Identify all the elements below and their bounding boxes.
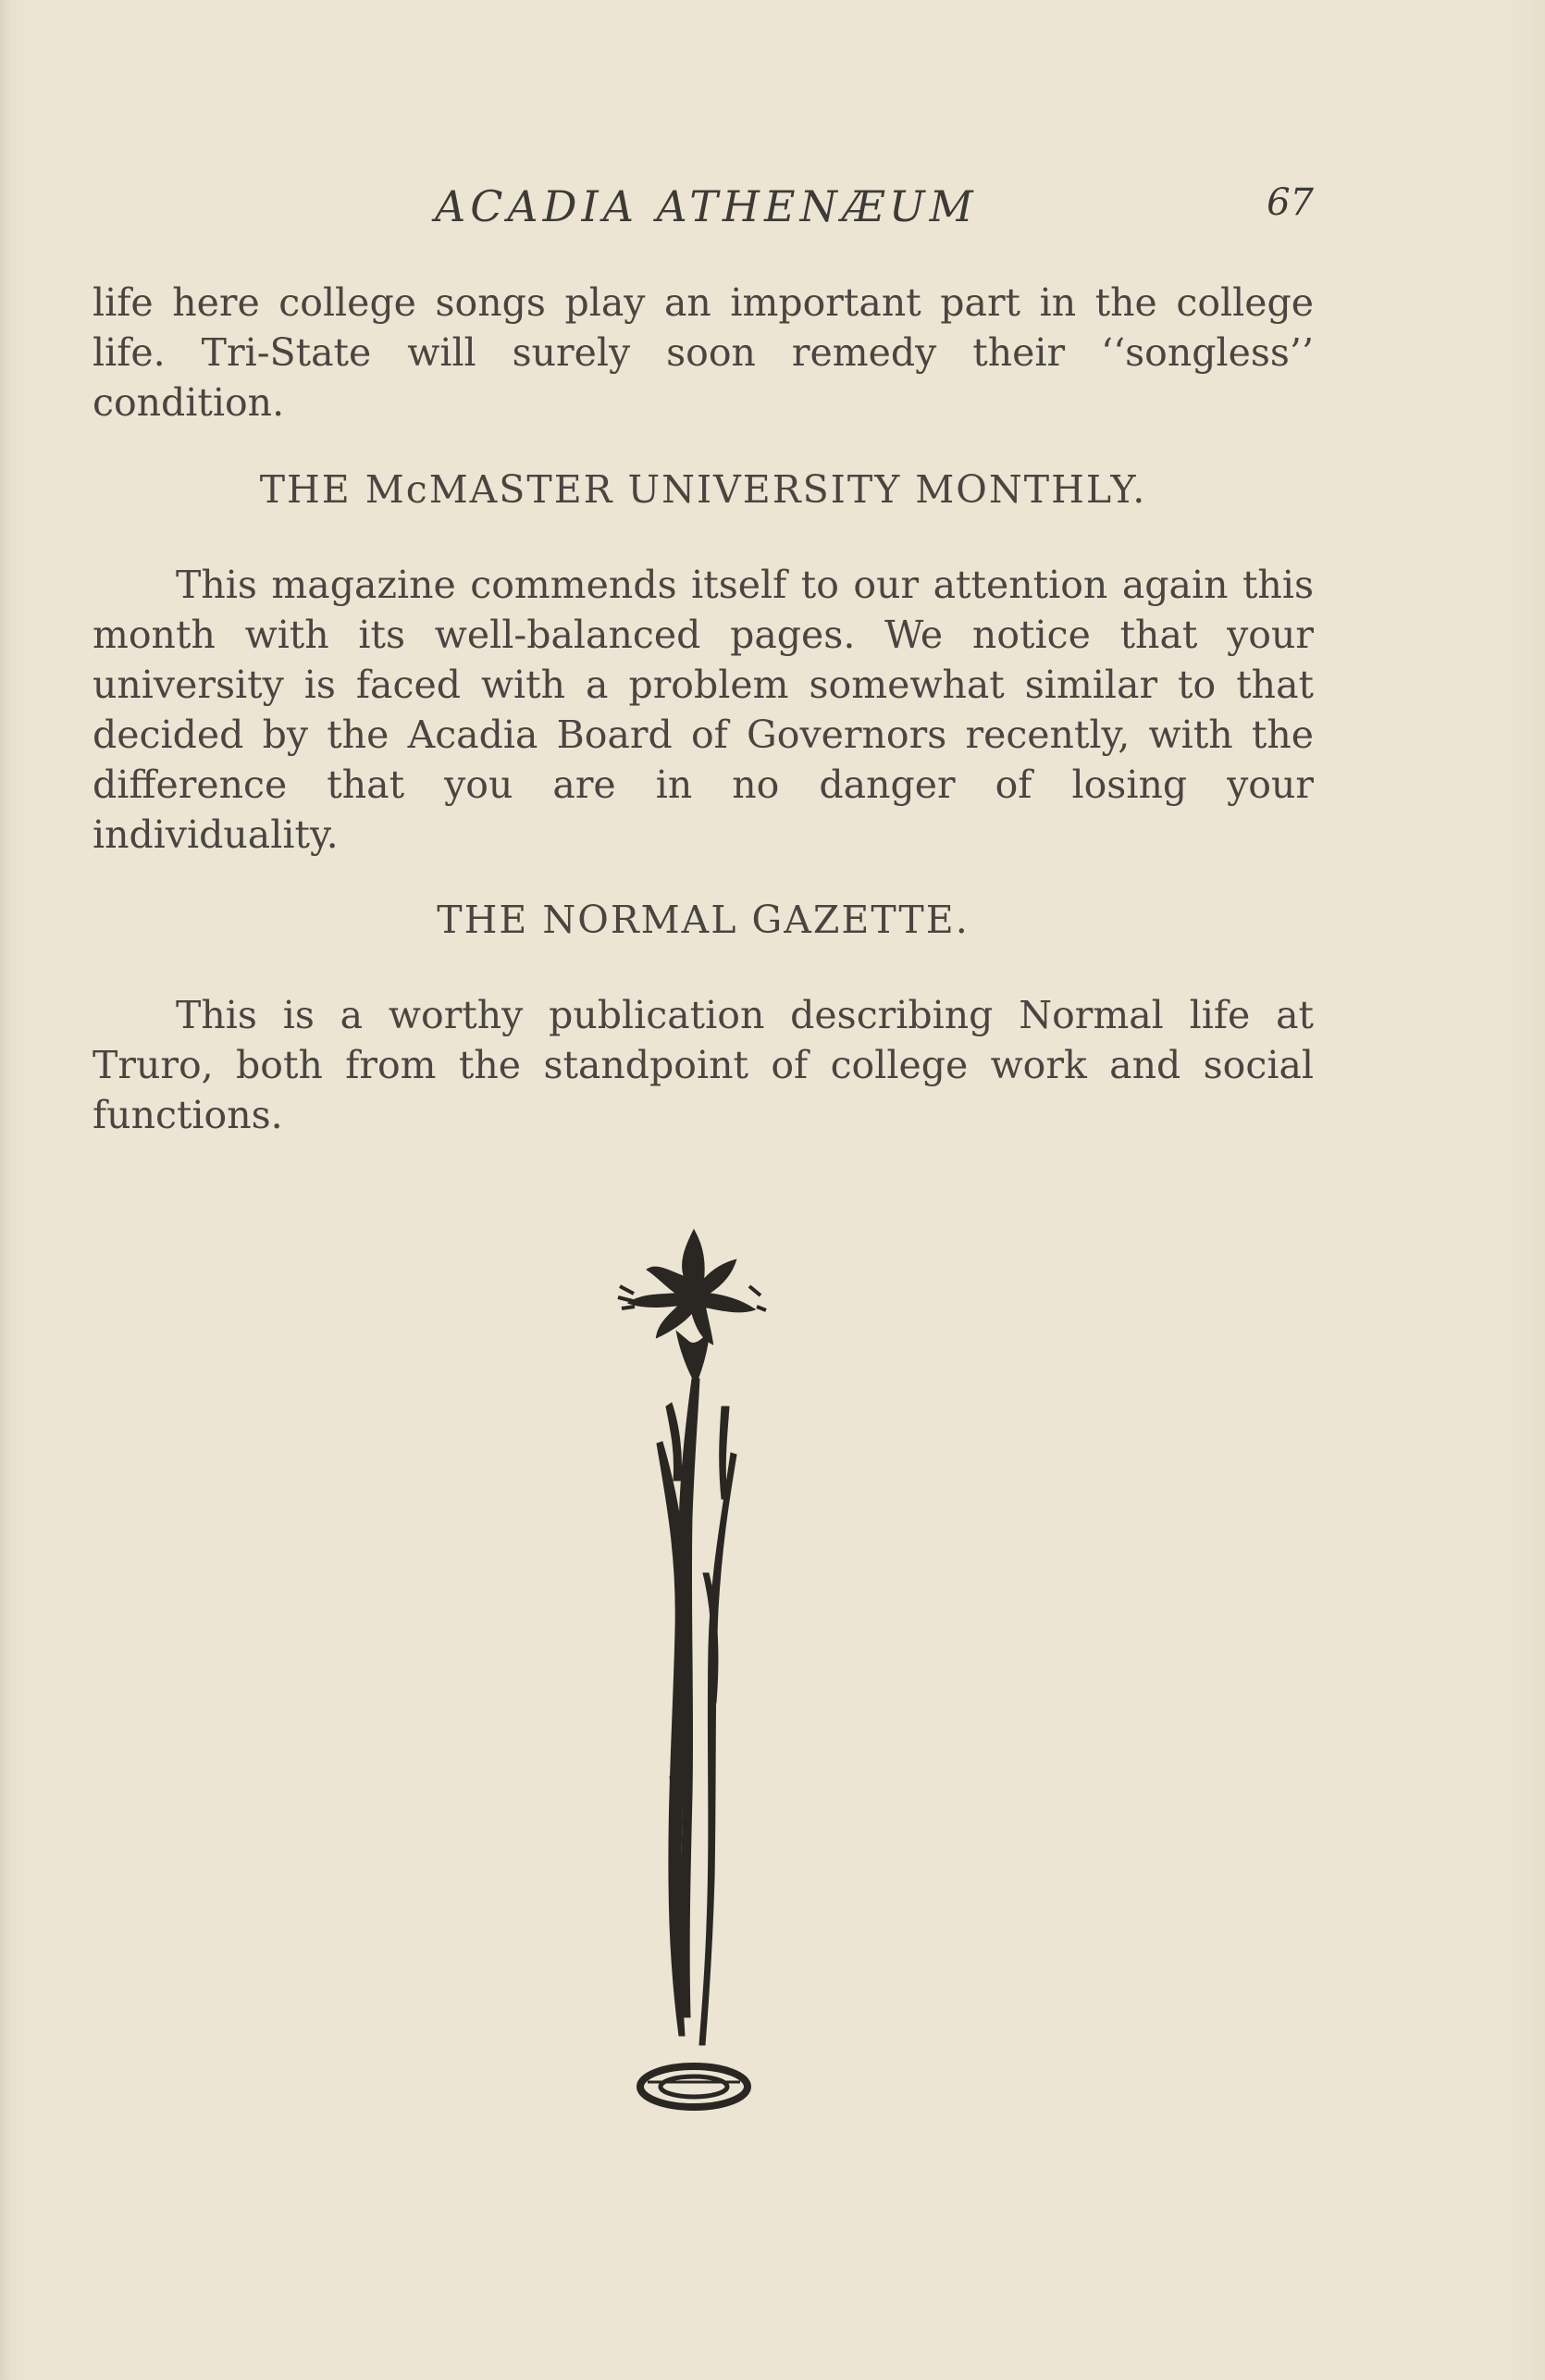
running-head (93, 181, 1314, 237)
normal-text-block (93, 990, 1314, 1140)
normal-gazette-heading: THE NORMAL GAZETTE. (437, 898, 970, 942)
page-title: ACADIA ATHENÆUM (435, 181, 978, 231)
mcmaster-heading: THE McMASTER UNIVERSITY MONTHLY. (259, 467, 1147, 512)
intro-text-block (93, 278, 1314, 428)
intro-paragraph: life here college songs play an important part in the college life. Tri-State will surely soon remedy their ‘‘songless’’ condition. (93, 280, 1314, 425)
iris-flower-ornament-icon (592, 1221, 796, 2147)
mcmaster-paragraph: This magazine commends itself to our attention again this month with its well-balanced pages. We notice that your university is faced with a problem somewhat similar to that decided by the Acadia Board of Governors recently, with the difference that you are in no danger of losing your individuality. (93, 563, 1314, 857)
normal-gazette-paragraph: This is a worthy publication describing Normal life at Truro, both from the standpoint of college work and social functions. (93, 993, 1314, 1137)
page-number: 67 (1267, 181, 1314, 224)
mcmaster-text-block (93, 560, 1314, 860)
